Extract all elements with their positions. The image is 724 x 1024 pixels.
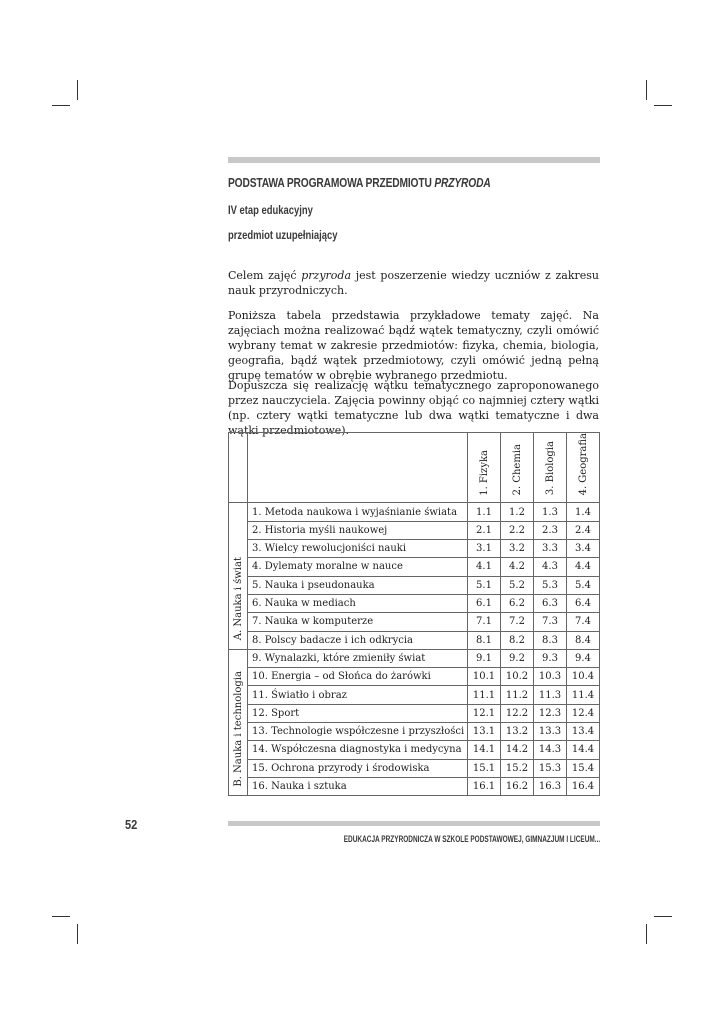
code-cell: 9.4 — [567, 649, 600, 667]
topic-cell: 8. Polscy badacze i ich odkrycia — [248, 631, 468, 649]
group-label: A. Nauka i świat — [232, 556, 244, 640]
intro-paragraph-1: Celem zajęć przyroda jest poszerzenie wiedzy uczniów z zakresu nauk przyrodniczych. — [228, 269, 600, 297]
code-cell: 13.3 — [534, 722, 567, 740]
code-cell: 3.4 — [567, 540, 600, 558]
code-cell: 8.2 — [501, 631, 534, 649]
code-cell: 7.1 — [468, 613, 501, 631]
topic-cell: 12. Sport — [248, 704, 468, 722]
code-cell: 16.4 — [567, 777, 600, 795]
code-cell: 9.1 — [468, 649, 501, 667]
code-cell: 13.4 — [567, 722, 600, 740]
code-cell: 5.3 — [534, 576, 567, 594]
table-row — [229, 668, 600, 686]
code-cell: 12.2 — [501, 704, 534, 722]
code-cell: 6.4 — [567, 594, 600, 612]
topic-cell: 4. Dylematy moralne w nauce — [248, 558, 468, 576]
code-cell: 10.1 — [468, 668, 501, 686]
crop-mark — [646, 924, 647, 944]
education-stage: IV etap edukacyjny — [228, 205, 313, 217]
topic-cell: 14. Współczesna diagnostyka i medycyna — [248, 741, 468, 759]
table-row — [229, 594, 600, 612]
code-cell: 3.3 — [534, 540, 567, 558]
code-cell: 14.2 — [501, 741, 534, 759]
code-cell: 16.3 — [534, 777, 567, 795]
code-cell: 7.2 — [501, 613, 534, 631]
table-row — [229, 704, 600, 722]
topic-cell: 10. Energia – od Słońca do żarówki — [248, 668, 468, 686]
code-cell: 8.4 — [567, 631, 600, 649]
crop-mark — [654, 105, 672, 106]
table-row — [229, 558, 600, 576]
code-cell: 10.4 — [567, 668, 600, 686]
crop-mark — [77, 924, 78, 944]
topic-cell: 16. Nauka i sztuka — [248, 777, 468, 795]
table-row — [229, 503, 600, 521]
subject-header: 4. Geografia — [567, 433, 600, 503]
code-cell: 5.1 — [468, 576, 501, 594]
topic-header-cell — [248, 433, 468, 503]
code-cell: 4.4 — [567, 558, 600, 576]
header-rule — [228, 157, 600, 163]
code-cell: 12.3 — [534, 704, 567, 722]
code-cell: 6.3 — [534, 594, 567, 612]
code-cell: 7.4 — [567, 613, 600, 631]
code-cell: 5.2 — [501, 576, 534, 594]
code-cell: 16.1 — [468, 777, 501, 795]
code-cell: 4.3 — [534, 558, 567, 576]
code-cell: 2.1 — [468, 521, 501, 539]
footer-rule — [228, 821, 600, 826]
code-cell: 4.1 — [468, 558, 501, 576]
table-row — [229, 649, 600, 667]
code-cell: 14.1 — [468, 741, 501, 759]
table-row — [229, 759, 600, 777]
table-row — [229, 540, 600, 558]
intro-paragraph-3: Dopuszcza się realizację wątku tematycznego zaproponowanego przez nauczyciela. Zajęcia powinny objąć co najmniej cztery wątki (np. cztery wątki tematyczne lub dwa wątki tematyczne i dwa wątki przedmiotowe). — [228, 379, 599, 437]
code-cell: 2.2 — [501, 521, 534, 539]
code-cell: 9.2 — [501, 649, 534, 667]
code-cell: 1.2 — [501, 503, 534, 521]
code-cell: 16.2 — [501, 777, 534, 795]
code-cell: 1.3 — [534, 503, 567, 521]
running-title: EDUKACJA PRZYRODNICZA W SZKOLE PODSTAWOWEJ, GIMNAZJUM I LICEUM... — [343, 834, 600, 844]
crop-mark — [646, 80, 647, 100]
topic-cell: 9. Wynalazki, które zmieniły świat — [248, 649, 468, 667]
crop-mark — [52, 105, 70, 106]
topic-cell: 2. Historia myśli naukowej — [248, 521, 468, 539]
subject-header: 3. Biologia — [534, 433, 567, 503]
table-row — [229, 521, 600, 539]
code-cell: 12.1 — [468, 704, 501, 722]
topic-cell: 11. Światło i obraz — [248, 686, 468, 704]
code-cell: 11.1 — [468, 686, 501, 704]
code-cell: 13.1 — [468, 722, 501, 740]
code-cell: 6.2 — [501, 594, 534, 612]
intro-paragraph-2: Poniższa tabela przedstawia przykładowe tematy zajęć. Na zajęciach można realizować bądź wątek tematyczny, czyli omówić wybrany temat w zakresie przedmiotów: fizyka, chemia, biologia, geografia, bądź wątek przedmiotowy, czyli omówić jedną pełną grupę tematów w obrębie wybranego przedmiotu. — [228, 309, 599, 382]
group-label: B. Nauka i technologia — [232, 670, 244, 787]
code-cell: 1.1 — [468, 503, 501, 521]
code-cell: 11.2 — [501, 686, 534, 704]
code-cell: 2.4 — [567, 521, 600, 539]
crop-mark — [77, 80, 78, 100]
code-cell: 1.4 — [567, 503, 600, 521]
code-cell: 3.1 — [468, 540, 501, 558]
code-cell: 11.3 — [534, 686, 567, 704]
crop-mark — [52, 916, 70, 917]
table-row — [229, 631, 600, 649]
topic-cell: 6. Nauka w mediach — [248, 594, 468, 612]
group-label-cell — [229, 649, 248, 795]
topics-table — [228, 432, 600, 796]
code-cell: 11.4 — [567, 686, 600, 704]
code-cell: 12.4 — [567, 704, 600, 722]
code-cell: 14.4 — [567, 741, 600, 759]
topic-cell: 3. Wielcy rewolucjoniści nauki — [248, 540, 468, 558]
subject-header: 1. Fizyka — [468, 433, 501, 503]
code-cell: 8.1 — [468, 631, 501, 649]
code-cell: 2.3 — [534, 521, 567, 539]
code-cell: 8.3 — [534, 631, 567, 649]
code-cell: 15.3 — [534, 759, 567, 777]
page-title: PODSTAWA PROGRAMOWA PRZEDMIOTU PRZYRODA — [228, 176, 491, 190]
topic-cell: 7. Nauka w komputerze — [248, 613, 468, 631]
code-cell: 3.2 — [501, 540, 534, 558]
table-row — [229, 686, 600, 704]
topic-cell: 15. Ochrona przyrody i środowiska — [248, 759, 468, 777]
page-number: 52 — [125, 817, 138, 832]
group-label-cell — [229, 503, 248, 649]
code-cell: 7.3 — [534, 613, 567, 631]
subject-header: 2. Chemia — [501, 433, 534, 503]
table-row — [229, 576, 600, 594]
corner-cell — [229, 433, 248, 503]
table-row — [229, 741, 600, 759]
table-row — [229, 722, 600, 740]
code-cell: 4.2 — [501, 558, 534, 576]
code-cell: 15.1 — [468, 759, 501, 777]
code-cell: 15.2 — [501, 759, 534, 777]
code-cell: 13.2 — [501, 722, 534, 740]
code-cell: 15.4 — [567, 759, 600, 777]
subject-type: przedmiot uzupełniający — [228, 230, 338, 242]
topic-cell: 1. Metoda naukowa i wyjaśnianie świata — [248, 503, 468, 521]
code-cell: 5.4 — [567, 576, 600, 594]
code-cell: 6.1 — [468, 594, 501, 612]
code-cell: 10.3 — [534, 668, 567, 686]
table-row — [229, 613, 600, 631]
code-cell: 10.2 — [501, 668, 534, 686]
table-row — [229, 777, 600, 795]
code-cell: 14.3 — [534, 741, 567, 759]
code-cell: 9.3 — [534, 649, 567, 667]
topic-cell: 5. Nauka i pseudonauka — [248, 576, 468, 594]
crop-mark — [654, 916, 672, 917]
topic-cell: 13. Technologie współczesne i przyszłości — [248, 722, 468, 740]
